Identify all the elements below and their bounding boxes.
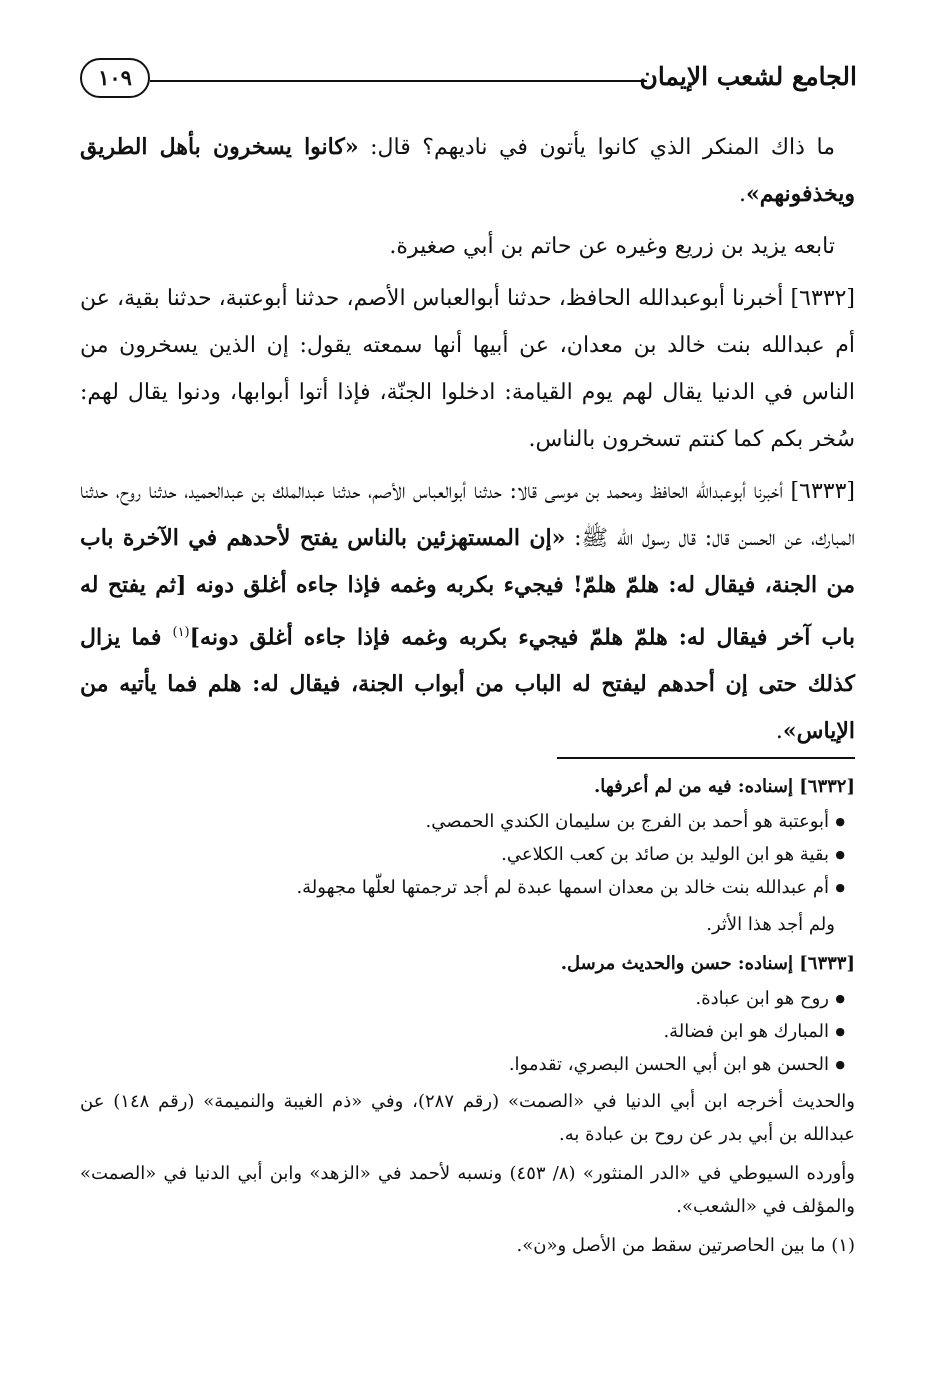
header-rule: [150, 80, 647, 82]
list-item: ● أبوعتبة هو أحمد بن الفرج بن سليمان الكندي الحمصي.: [80, 805, 829, 838]
footnote-separator: [557, 757, 855, 759]
page-number: ١٠٩: [80, 58, 150, 98]
hadith-text-bold: «إن المستهزئين بالناس يفتح لأحدهم في الآخرة باب من الجنة، فيقال له: هلمّ هلمّ! فيجيء بكربه وغمه فإذا جاءه أغلق دونه [ثم يفتح له باب آخر فيقال له: هلمّ هلمّ فيجيء بكربه وغمه فإذا جاءه أغلق دونه]: [80, 525, 856, 651]
footnote-6332-list: [80, 805, 855, 904]
list-item: ● أم عبدالله بنت خالد بن معدان اسمها عبدة لم أجد ترجمتها لعلّها مجهولة.: [80, 871, 829, 904]
paragraph-1-text: ما ذاك المنكر الذي كانوا يأتون في ناديهم؟ قال:: [358, 135, 835, 160]
paragraph-6332: [٦٣٣٢] أخبرنا أبوعبدالله الحافظ، حدثنا أبوالعباس الأصم، حدثنا أبوعتبة، حدثنا بقية، عن أم عبدالله بنت خالد بن معدان، عن أبيها أنها سمعته يقول: إن الذين يسخرون من الناس في الدنيا يقال لهم يوم القيامة: ادخلوا الجنّة، فإذا أتوا أبوابها، ودنوا يقال لهم: سُخر بكم كما كنتم تسخرون بالناس.: [80, 286, 855, 452]
paragraph-6333-end: .: [775, 719, 783, 745]
quote-bold: «كانوا يسخرون بأهل الطريق ويخذفونهم»: [80, 134, 855, 207]
footnote-6333-note-1: والحديث أخرجه ابن أبي الدنيا في «الصمت» (رقم ٢٨٧)، وفي «ذم الغيبة والنميمة» (رقم ١٤٨) عن عبدالله بن أبي بدر عن روح بن عبادة به.: [80, 1091, 855, 1145]
list-item: ● المبارك هو ابن فضالة.: [80, 1015, 829, 1048]
list-item: ● الحسن هو ابن أبي الحسن البصري، تقدموا.: [80, 1048, 829, 1081]
isnad-text: [٦٣٣٣] أخبرنا أبوعبدالله الحافظ ومحمد بن موسى قالا: حدثنا أبوالعباس الأصم، حدثنا عبدالملك بن عبدالحميد، حدثنا روح، حدثنا المبارك، عن الحسن قال: قال رسول الله ﷺ:: [80, 479, 855, 551]
paragraph-6333: [80, 468, 855, 755]
footnote-6333-note-2: وأورده السيوطي في «الدر المنثور» (٨/ ٤٥٣) ونسبه لأحمد في «الزهد» وابن أبي الدنيا في «الصمت» والمؤلف في «الشعب».: [80, 1163, 855, 1217]
footnote-6333-text: حسن والحديث مرسل.: [560, 953, 738, 974]
list-item: ● بقية هو ابن الوليد بن صائد بن كعب الكلاعي.: [80, 838, 829, 871]
list-item: ● روح هو ابن عبادة.: [80, 982, 829, 1015]
paragraph-1: [80, 124, 855, 218]
footnote-6332-note: ولم أجد هذا الأثر.: [706, 914, 835, 935]
footnote-6332-head: [80, 770, 855, 803]
footnote-1-bracket: (١) ما بين الحاصرتين سقط من الأصل و«ن».: [516, 1235, 855, 1256]
footnotes: [80, 770, 855, 1262]
page-header: [80, 56, 857, 104]
footnote-6333-list: [80, 982, 855, 1081]
running-title: الجامع لشعب الإيمان: [639, 62, 857, 91]
main-text: [80, 124, 855, 755]
hadith-text-bold-cont: فما يزال كذلك حتى إن أحدهم ليفتح له الباب من أبواب الجنة، فيقال له: هلم فما يأتيه من الإياس»: [80, 624, 855, 745]
footnote-6332-label: [٦٣٣٢] إسناده:: [737, 776, 855, 797]
footnote-6333-label: [٦٣٣٣] إسناده:: [737, 953, 855, 974]
footnote-6332-text: فيه من لم أعرفها.: [594, 776, 738, 797]
paragraph-2: تابعه يزيد بن زريع وغيره عن حاتم بن أبي صغيرة.: [389, 234, 835, 259]
footnote-6333-head: [80, 947, 855, 980]
paragraph-1-end: .: [738, 182, 746, 207]
footnote-ref-1[interactable]: (١): [172, 625, 190, 640]
